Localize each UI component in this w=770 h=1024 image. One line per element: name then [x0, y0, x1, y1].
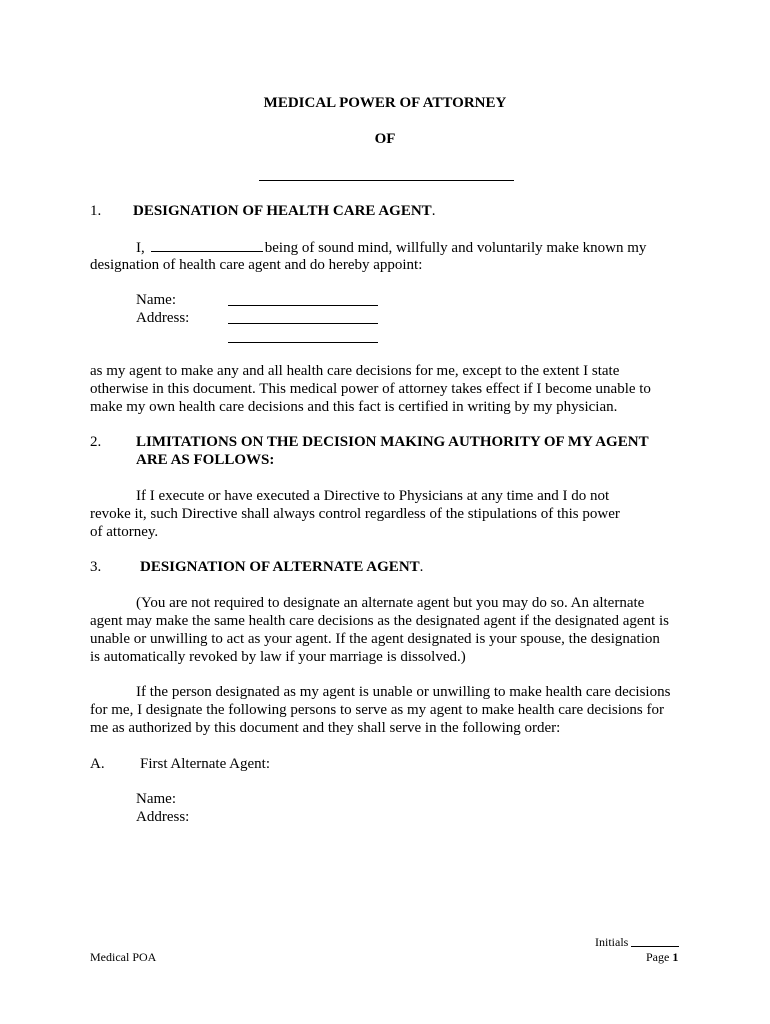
section-2-number: 2. — [90, 434, 102, 450]
document-title: MEDICAL POWER OF ATTORNEY — [263, 95, 507, 111]
document-of: OF — [374, 131, 396, 147]
section-1-heading-text: DESIGNATION OF HEALTH CARE AGENT — [133, 203, 432, 219]
section-3-heading-punct: . — [419, 559, 424, 575]
body-line: If the person designated as my agent is unable or unwilling to make health care decisions — [136, 684, 671, 700]
section-2-heading-line1: LIMITATIONS ON THE DECISION MAKING AUTHORITY OF MY AGENT — [136, 434, 649, 450]
section-1-number: 1. — [90, 203, 102, 219]
principal-name-line — [259, 180, 514, 181]
section-1-heading-punct: . — [431, 203, 436, 219]
agent-address-label: Address: — [136, 310, 190, 326]
body-line: revoke it, such Directive shall always control regardless of the stipulations of this power — [90, 506, 620, 522]
note-line: (You are not required to designate an alternate agent but you may do so. An alternate — [136, 595, 645, 611]
section-1-body — [90, 362, 651, 416]
intro-prefix: I, — [136, 240, 145, 256]
section-2-body — [90, 487, 620, 541]
initials-line — [631, 946, 679, 947]
section-3-body — [90, 683, 670, 737]
section-3-heading — [140, 558, 423, 576]
section-3-heading-text: DESIGNATION OF ALTERNATE AGENT — [140, 559, 420, 575]
intro-rest: being of sound mind, willfully and voluntarily make known my — [264, 240, 647, 256]
section-1-intro-line2: designation of health care agent and do hereby appoint: — [90, 257, 423, 273]
footer-left: Medical POA — [90, 950, 157, 964]
body-line: If I execute or have executed a Directive to Physicians at any time and I do not — [136, 488, 610, 504]
body-line: of attorney. — [90, 524, 159, 540]
page-label: Page — [646, 950, 670, 964]
body-line: as my agent to make any and all health care decisions for me, except to the extent I state — [90, 363, 620, 379]
note-line: agent may make the same health care decisions as the designated agent if the designated agent is — [90, 613, 669, 629]
section-1-intro-line1 — [136, 238, 646, 257]
principal-blank-line — [151, 238, 263, 252]
section-3-note — [90, 594, 669, 666]
alternate-name-label: Name: — [136, 791, 176, 807]
agent-name-label: Name: — [136, 292, 176, 308]
section-2-heading-line2: ARE AS FOLLOWS: — [136, 452, 275, 468]
section-3-number: 3. — [90, 559, 102, 575]
page-indicator — [646, 948, 678, 966]
alternate-a-letter: A. — [90, 756, 105, 772]
body-line: me as authorized by this document and they shall serve in the following order: — [90, 720, 561, 736]
body-line: otherwise in this document. This medical power of attorney takes effect if I become unable to — [90, 381, 651, 397]
note-line: is automatically revoked by law if your marriage is dissolved.) — [90, 649, 466, 665]
note-line: unable or unwilling to act as your agent. If the agent designated is your spouse, the designation — [90, 631, 660, 647]
section-1-heading — [133, 202, 435, 220]
alternate-a-label: First Alternate Agent: — [140, 756, 270, 772]
body-line: for me, I designate the following persons to serve as my agent to make health care decisions for — [90, 702, 664, 718]
agent-name-line — [228, 305, 378, 306]
initials-label: Initials — [595, 935, 629, 949]
page-number: 1 — [672, 950, 679, 964]
alternate-address-label: Address: — [136, 809, 190, 825]
agent-address-line-2 — [228, 342, 378, 343]
agent-address-line-1 — [228, 323, 378, 324]
body-line: make my own health care decisions and this fact is certified in writing by my physician. — [90, 399, 618, 415]
